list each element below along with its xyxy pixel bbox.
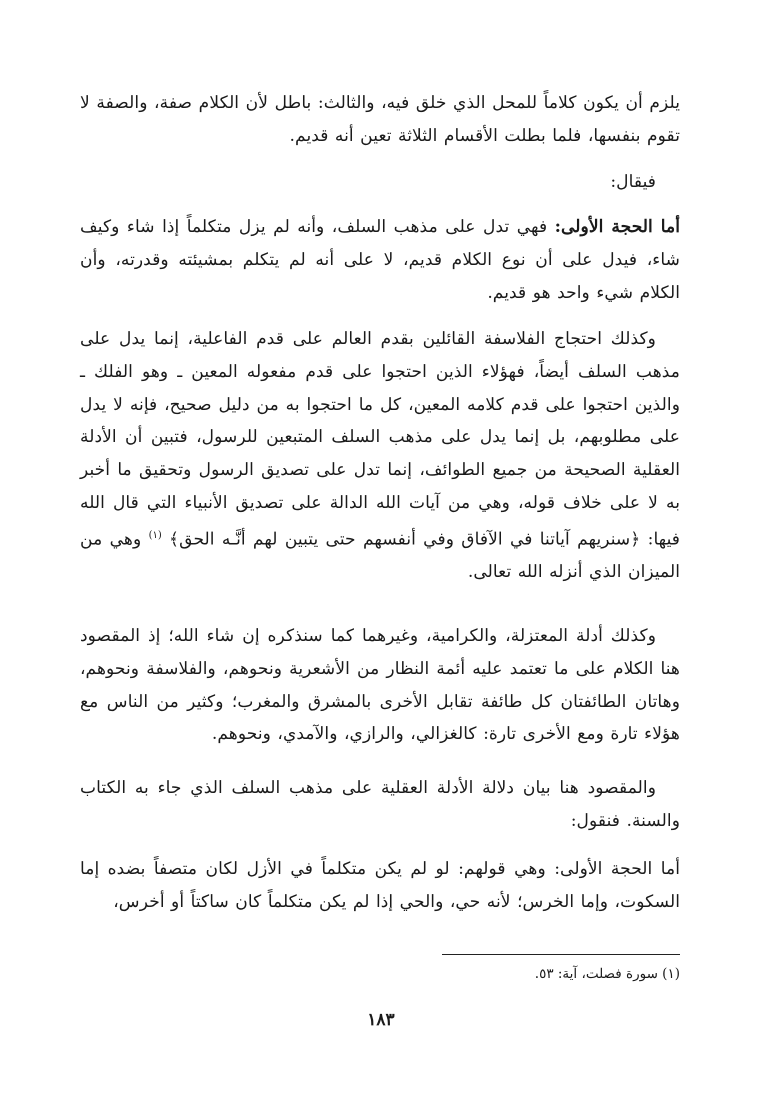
paragraph-4-body: وكذلك احتجاج الفلاسفة القائلين بقدم العالم على قدم الفاعلية، إنما يدل على مذهب السلف أيضاً، فهؤلاء الذين احتجوا على قدم مفعوله المعين ـ وهو الفلك ـ والذين احتجوا على قدم كلامه المعين، كل ما احتجوا به من دليل صحيح، فإنه لا يدل على مطلوبهم، بل إنما يدل على مذهب السلف المتبعين للرسول، فتبين أن الأدلة العقلية الصحيحة من جميع الطوائف، إنما تدل على تصديق الرسول وتحقيق ما أخبر به لا على خلاف قوله، وهي من آيات الله الدالة على تصديق الأنبياء التي قال الله فيها: ﴿سنريهم آياتنا في الآفاق وفي أنفسهم حتى يتبين لهم أنَّـه الحق﴾ — [80, 329, 681, 550]
paragraph-4-tail: وهي من الميزان الذي أنزله الله تعالى. — [80, 529, 680, 583]
paragraph-7 — [80, 853, 680, 919]
paragraph-6-text: والمقصود هنا بيان دلالة الأدلة العقلية على مذهب السلف الذي جاء به الكتاب والسنة. فنقول: — [80, 778, 680, 831]
first-argument-heading: أما الحجة الأولى: — [554, 217, 680, 237]
paragraph-1 — [80, 87, 680, 153]
paragraph-4 — [80, 323, 680, 589]
footnote — [380, 963, 680, 985]
footnote-marker: (١) — [148, 529, 162, 541]
paragraph-2-text: فيقال: — [610, 172, 656, 192]
paragraph-3-body: فهي تدل على مذهب السلف، وأنه لم يزل متكلماً إذا شاء وكيف شاء، فيدل على أن نوع الكلام قديم، لا على أنه لم يتكلم بمشيئته وقدرته، وأن الكلام شيء واحد هو قديم. — [80, 217, 680, 303]
paragraph-5-text: وكذلك أدلة المعتزلة، والكرامية، وغيرهما كما سنذكره إن شاء الله؛ إذ المقصود هنا الكلام على ما تعتمد عليه أئمة النظار من الأشعرية ونحوهم، والفلاسفة ونحوهم، وهاتان الطائفتان كل طائفة تقابل الأخرى بالمشرق والمغرب؛ وكثير من الناس مع هؤلاء تارة ومع الأخرى تارة: كالغزالي، والرازي، والآمدي، ونحوهم. — [80, 626, 680, 745]
paragraph-3 — [80, 211, 680, 309]
paragraph-5 — [80, 620, 680, 751]
footnote-text: (١) سورة فصلت، آية: ٥٣. — [534, 966, 680, 982]
paragraph-4-text — [80, 323, 680, 589]
paragraph-2 — [80, 166, 680, 199]
page-number: ١٨٣ — [367, 1010, 395, 1030]
paragraph-7-text: أما الحجة الأولى: وهي قولهم: لو لم يكن متكلماً في الأزل لكان متصفاً بضده إما السكوت، وإما الخرس؛ لأنه حي، والحي إذا لم يكن متكلماً كان ساكتاً أو أخرس، — [80, 859, 680, 912]
paragraph-6 — [80, 772, 680, 838]
paragraph-1-text: يلزم أن يكون كلاماً للمحل الذي خلق فيه، والثالث: باطل لأن الكلام صفة، والصفة لا تقوم بنفسها، فلما بطلت الأقسام الثلاثة تعين أنه قديم. — [80, 93, 680, 146]
footnote-divider — [442, 954, 680, 955]
paragraph-3-text — [80, 211, 680, 309]
